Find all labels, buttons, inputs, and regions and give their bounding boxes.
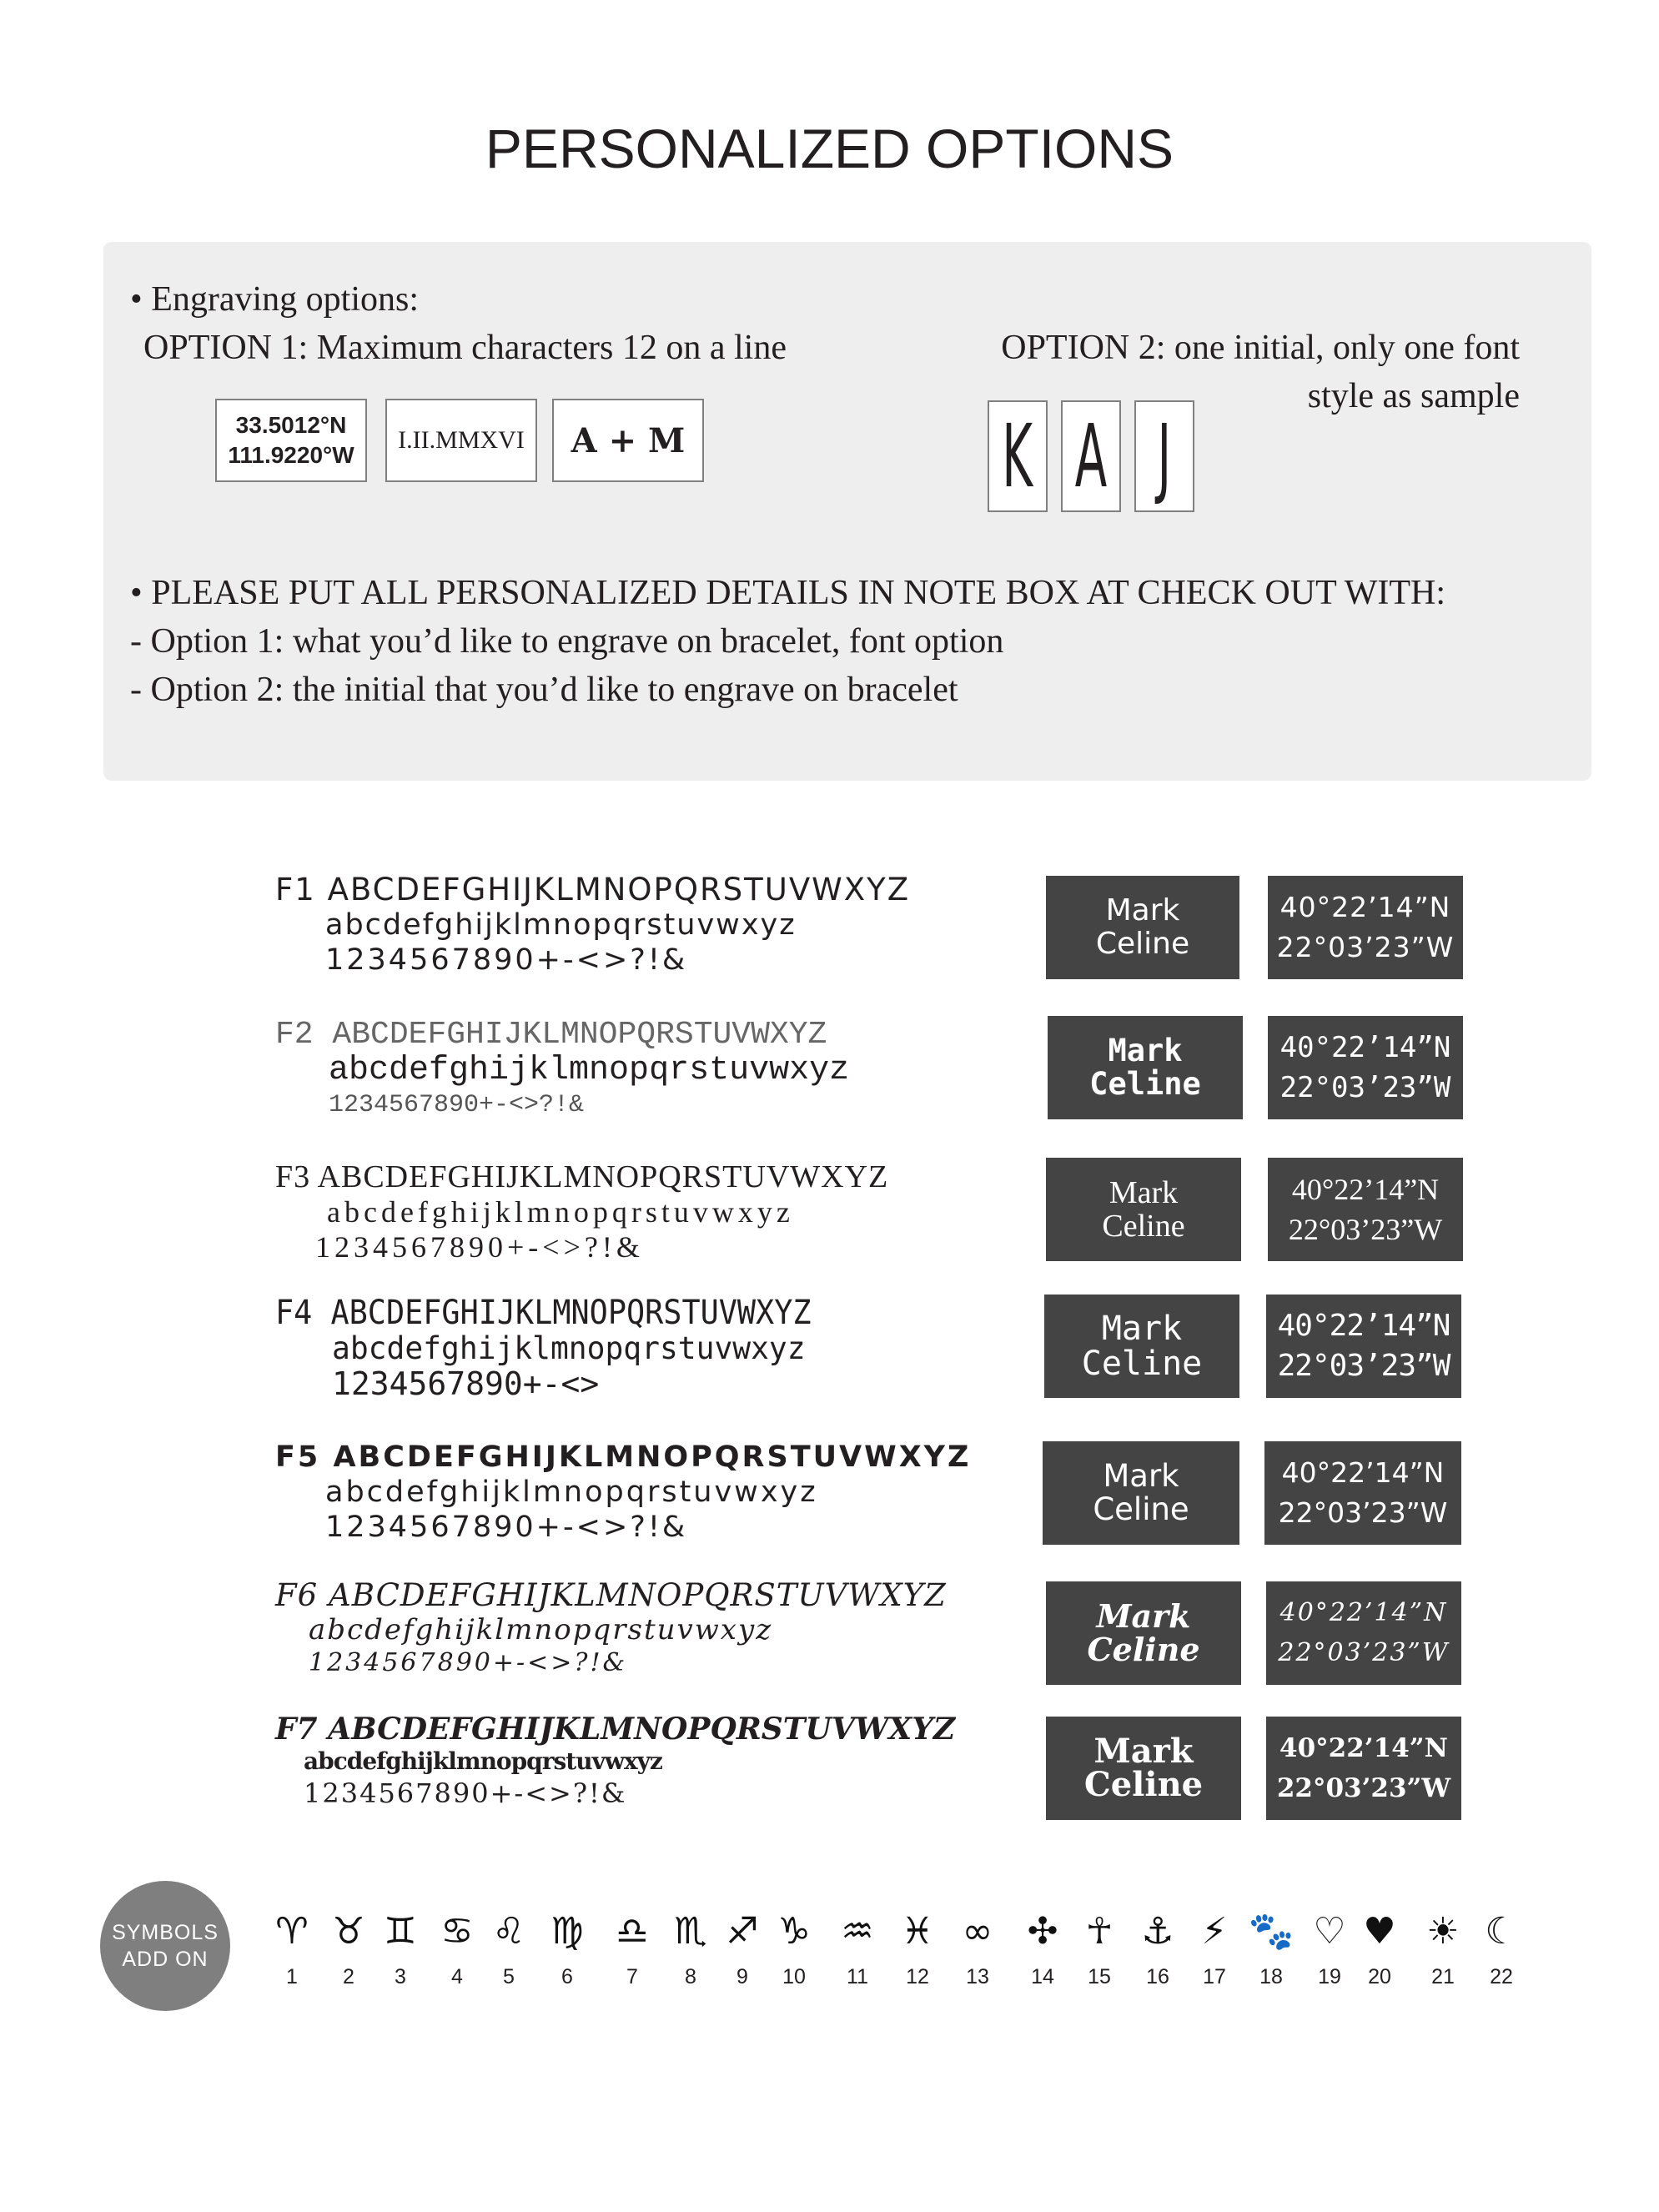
- symbol-13: [953, 1910, 1003, 1989]
- gemini-icon: ♊: [384, 1910, 417, 1953]
- font-lowercase: abcdefghijklmnopqrstuvwxyz: [327, 1195, 794, 1229]
- sagittarius-icon: ♐: [726, 1910, 759, 1953]
- lightning-icon: ⚡: [1201, 1910, 1228, 1953]
- option2-text-line1: OPTION 2: one initial, only one font: [1001, 329, 1520, 367]
- coordinate-sample-f4: 40°22’14”N 22°03’23”W: [1266, 1295, 1461, 1398]
- coordinate-sample-f3: 40°22’14”N 22°03’23”W: [1268, 1158, 1463, 1261]
- symbol-6: [542, 1910, 592, 1989]
- symbol-number: 5: [503, 1965, 515, 1988]
- name-sample-f2: Mark Celine: [1048, 1016, 1243, 1119]
- symbol-8: [666, 1910, 716, 1989]
- symbol-20: [1355, 1910, 1405, 1989]
- initial-sample-j: J: [1134, 400, 1194, 512]
- font-lowercase: abcdefghijklmnopqrstuvwxyz: [329, 1052, 850, 1089]
- sun-icon: ☀: [1426, 1910, 1460, 1953]
- symbol-15: [1074, 1910, 1124, 1989]
- font-lowercase: abcdefghijklmnopqrstuvwxyz: [325, 1476, 818, 1509]
- symbol-number: 15: [1088, 1965, 1111, 1988]
- symbol-number: 13: [966, 1965, 989, 1988]
- font-row-f3: [275, 1159, 1026, 1264]
- symbol-number: 10: [782, 1965, 806, 1988]
- font-label: F4: [275, 1294, 313, 1332]
- symbol-5: [484, 1910, 534, 1989]
- symbol-21: [1418, 1910, 1468, 1989]
- symbol-3: [375, 1910, 425, 1989]
- font-lowercase: abcdefghijklmnopqrstuvwxyz: [309, 1613, 773, 1646]
- page-title: PERSONALIZED OPTIONS: [485, 118, 1174, 179]
- font-row-f1: [275, 872, 1026, 978]
- symbol-number: 6: [561, 1965, 573, 1988]
- font-row-f7: [275, 1712, 1026, 1810]
- symbol-7: [607, 1910, 657, 1989]
- symbol-9: [717, 1910, 767, 1989]
- taurus-icon: ♉: [332, 1910, 365, 1953]
- name-sample-f1: Mark Celine: [1046, 876, 1239, 979]
- symbol-11: [832, 1910, 882, 1989]
- sample-coord-line2: 111.9220°W: [228, 442, 354, 468]
- symbol-12: [892, 1910, 943, 1989]
- cancer-icon: ♋: [440, 1910, 474, 1953]
- initial-sample-k: K: [988, 400, 1048, 512]
- font-uppercase: ABCDEFGHIJKLMNOPQRSTUVWXYZ: [327, 872, 911, 907]
- option2-text-line2: style as sample: [1307, 377, 1520, 415]
- font-label: F2: [275, 1017, 314, 1053]
- symbol-number: 21: [1431, 1965, 1455, 1988]
- font-lowercase: abcdefghijklmnopqrstuvwxyz: [332, 1330, 806, 1366]
- font-label: F1: [275, 872, 316, 907]
- font-digits: 1234567890+-<>?!&: [304, 1777, 627, 1809]
- sample-roman-box: I.II.MMXVI: [385, 399, 537, 482]
- font-lowercase: abcdefghijklmnopqrstuvwxyz: [325, 908, 797, 942]
- font-uppercase: ABCDEFGHIJKLMNOPQRSTUVWXYZ: [328, 1577, 947, 1613]
- name-sample-f7: Mark Celine: [1046, 1717, 1241, 1820]
- font-row-f4: [275, 1295, 1026, 1401]
- paw-icon: 🐾: [1248, 1910, 1295, 1953]
- aquarius-icon: ♒: [841, 1910, 874, 1953]
- symbol-number: 4: [451, 1965, 463, 1988]
- symbol-1: [267, 1910, 317, 1989]
- font-digits: 1234567890+-<>?!&: [329, 1091, 585, 1119]
- symbol-number: 11: [847, 1965, 868, 1988]
- symbol-number: 1: [286, 1965, 298, 1988]
- symbol-number: 12: [906, 1965, 929, 1988]
- symbol-number: 17: [1203, 1965, 1226, 1988]
- font-digits: 1234567890+-<>?!&: [315, 1230, 644, 1264]
- font-label: F6: [275, 1577, 319, 1613]
- coordinate-sample-f5: 40°22’14”N 22°03’23”W: [1264, 1441, 1461, 1545]
- instruction-line-1: • PLEASE PUT ALL PERSONALIZED DETAILS IN NOTE BOX AT CHECK OUT WITH:: [130, 574, 1445, 612]
- symbol-number: 8: [685, 1965, 696, 1988]
- symbol-22: [1476, 1910, 1526, 1989]
- symbol-18: [1246, 1910, 1296, 1989]
- heart-filled-icon: ♥: [1363, 1910, 1396, 1953]
- dragonfly-icon: ✣: [1027, 1910, 1058, 1953]
- infinity-icon: ∞: [962, 1910, 993, 1953]
- scorpio-icon: ♏: [674, 1910, 707, 1953]
- font-uppercase: ABCDEFGHIJKLMNOPQRSTUVWXYZ: [330, 1294, 812, 1332]
- font-label: F3: [275, 1159, 311, 1194]
- initial-sample-a: A: [1061, 400, 1121, 512]
- heart-outline-icon: ♡: [1313, 1910, 1346, 1953]
- symbol-number: 18: [1259, 1965, 1283, 1988]
- name-sample-f4: Mark Celine: [1044, 1295, 1239, 1398]
- symbol-number: 19: [1318, 1965, 1341, 1988]
- font-digits: 1234567890+-<>?!&: [325, 943, 688, 977]
- font-uppercase: ABCDEFGHIJKLMNOPQRSTUVWXYZ: [317, 1159, 889, 1194]
- capricorn-icon: ♑: [777, 1910, 811, 1953]
- font-digits: 1234567890+-<>?!&: [325, 1511, 688, 1544]
- symbol-16: [1133, 1910, 1183, 1989]
- name-sample-f5: Mark Celine: [1043, 1441, 1239, 1545]
- coordinate-sample-f7: 40°22’14”N 22°03’23”W: [1266, 1717, 1461, 1820]
- font-row-f2: [275, 1018, 1026, 1121]
- sample-initials-box: A + M: [552, 399, 704, 482]
- font-row-f6: [275, 1578, 1026, 1680]
- virgo-icon: ♍: [550, 1910, 584, 1953]
- libra-icon: ♎: [616, 1910, 649, 1953]
- pisces-icon: ♓: [901, 1910, 934, 1953]
- aries-icon: ♈: [275, 1910, 309, 1953]
- coordinate-sample-f6: 40°22’14”N 22°03’23”W: [1266, 1581, 1461, 1685]
- font-label: F5: [275, 1440, 321, 1474]
- font-label: F7: [275, 1712, 318, 1747]
- symbol-number: 2: [343, 1965, 354, 1988]
- engraving-options-panel: [103, 242, 1591, 781]
- font-row-f5: [275, 1440, 1026, 1545]
- option1-text: OPTION 1: Maximum characters 12 on a line: [143, 329, 787, 367]
- symbol-number: 7: [626, 1965, 638, 1988]
- symbols-add-on-badge: SYMBOLS ADD ON: [100, 1881, 230, 2011]
- symbol-19: [1305, 1910, 1355, 1989]
- symbol-number: 16: [1146, 1965, 1169, 1988]
- symbol-number: 9: [736, 1965, 748, 1988]
- sample-coord-line1: 33.5012°N: [235, 412, 347, 438]
- font-digits: 1234567890+-<>: [332, 1365, 600, 1402]
- anchor-icon: ⚓: [1141, 1910, 1174, 1953]
- font-uppercase: ABCDEFGHIJKLMNOPQRSTUVWXYZ: [328, 1712, 956, 1747]
- symbol-17: [1189, 1910, 1239, 1989]
- instruction-line-3: - Option 2: the initial that you’d like to engrave on bracelet: [130, 671, 958, 709]
- coordinate-sample-f1: 40°22’14”N 22°03’23”W: [1268, 876, 1463, 979]
- leo-icon: ♌: [492, 1910, 525, 1953]
- font-uppercase: ABCDEFGHIJKLMNOPQRSTUVWXYZ: [333, 1440, 972, 1474]
- symbol-2: [324, 1910, 374, 1989]
- symbol-number: 14: [1031, 1965, 1054, 1988]
- moon-icon: ☾: [1485, 1910, 1518, 1953]
- symbol-14: [1018, 1910, 1068, 1989]
- symbol-number: 3: [395, 1965, 406, 1988]
- symbol-4: [432, 1910, 482, 1989]
- symbol-number: 20: [1368, 1965, 1391, 1988]
- name-sample-f3: Mark Celine: [1046, 1158, 1241, 1261]
- sample-coordinates-box: [215, 399, 367, 482]
- name-sample-f6: Mark Celine: [1046, 1581, 1241, 1685]
- ankh-icon: ☥: [1085, 1910, 1114, 1953]
- instruction-line-2: - Option 1: what you’d like to engrave on bracelet, font option: [130, 622, 1004, 661]
- symbol-10: [769, 1910, 819, 1989]
- font-uppercase: ABCDEFGHIJKLMNOPQRSTUVWXYZ: [332, 1017, 827, 1053]
- font-digits: 1234567890+-<>?!&: [309, 1648, 628, 1677]
- engraving-heading: • Engraving options:: [130, 280, 420, 319]
- font-lowercase: abcdefghijklmnopqrstuvwxyz: [304, 1747, 662, 1775]
- coordinate-sample-f2: 40°22’14”N 22°03’23”W: [1268, 1016, 1463, 1119]
- symbol-number: 22: [1490, 1965, 1513, 1988]
